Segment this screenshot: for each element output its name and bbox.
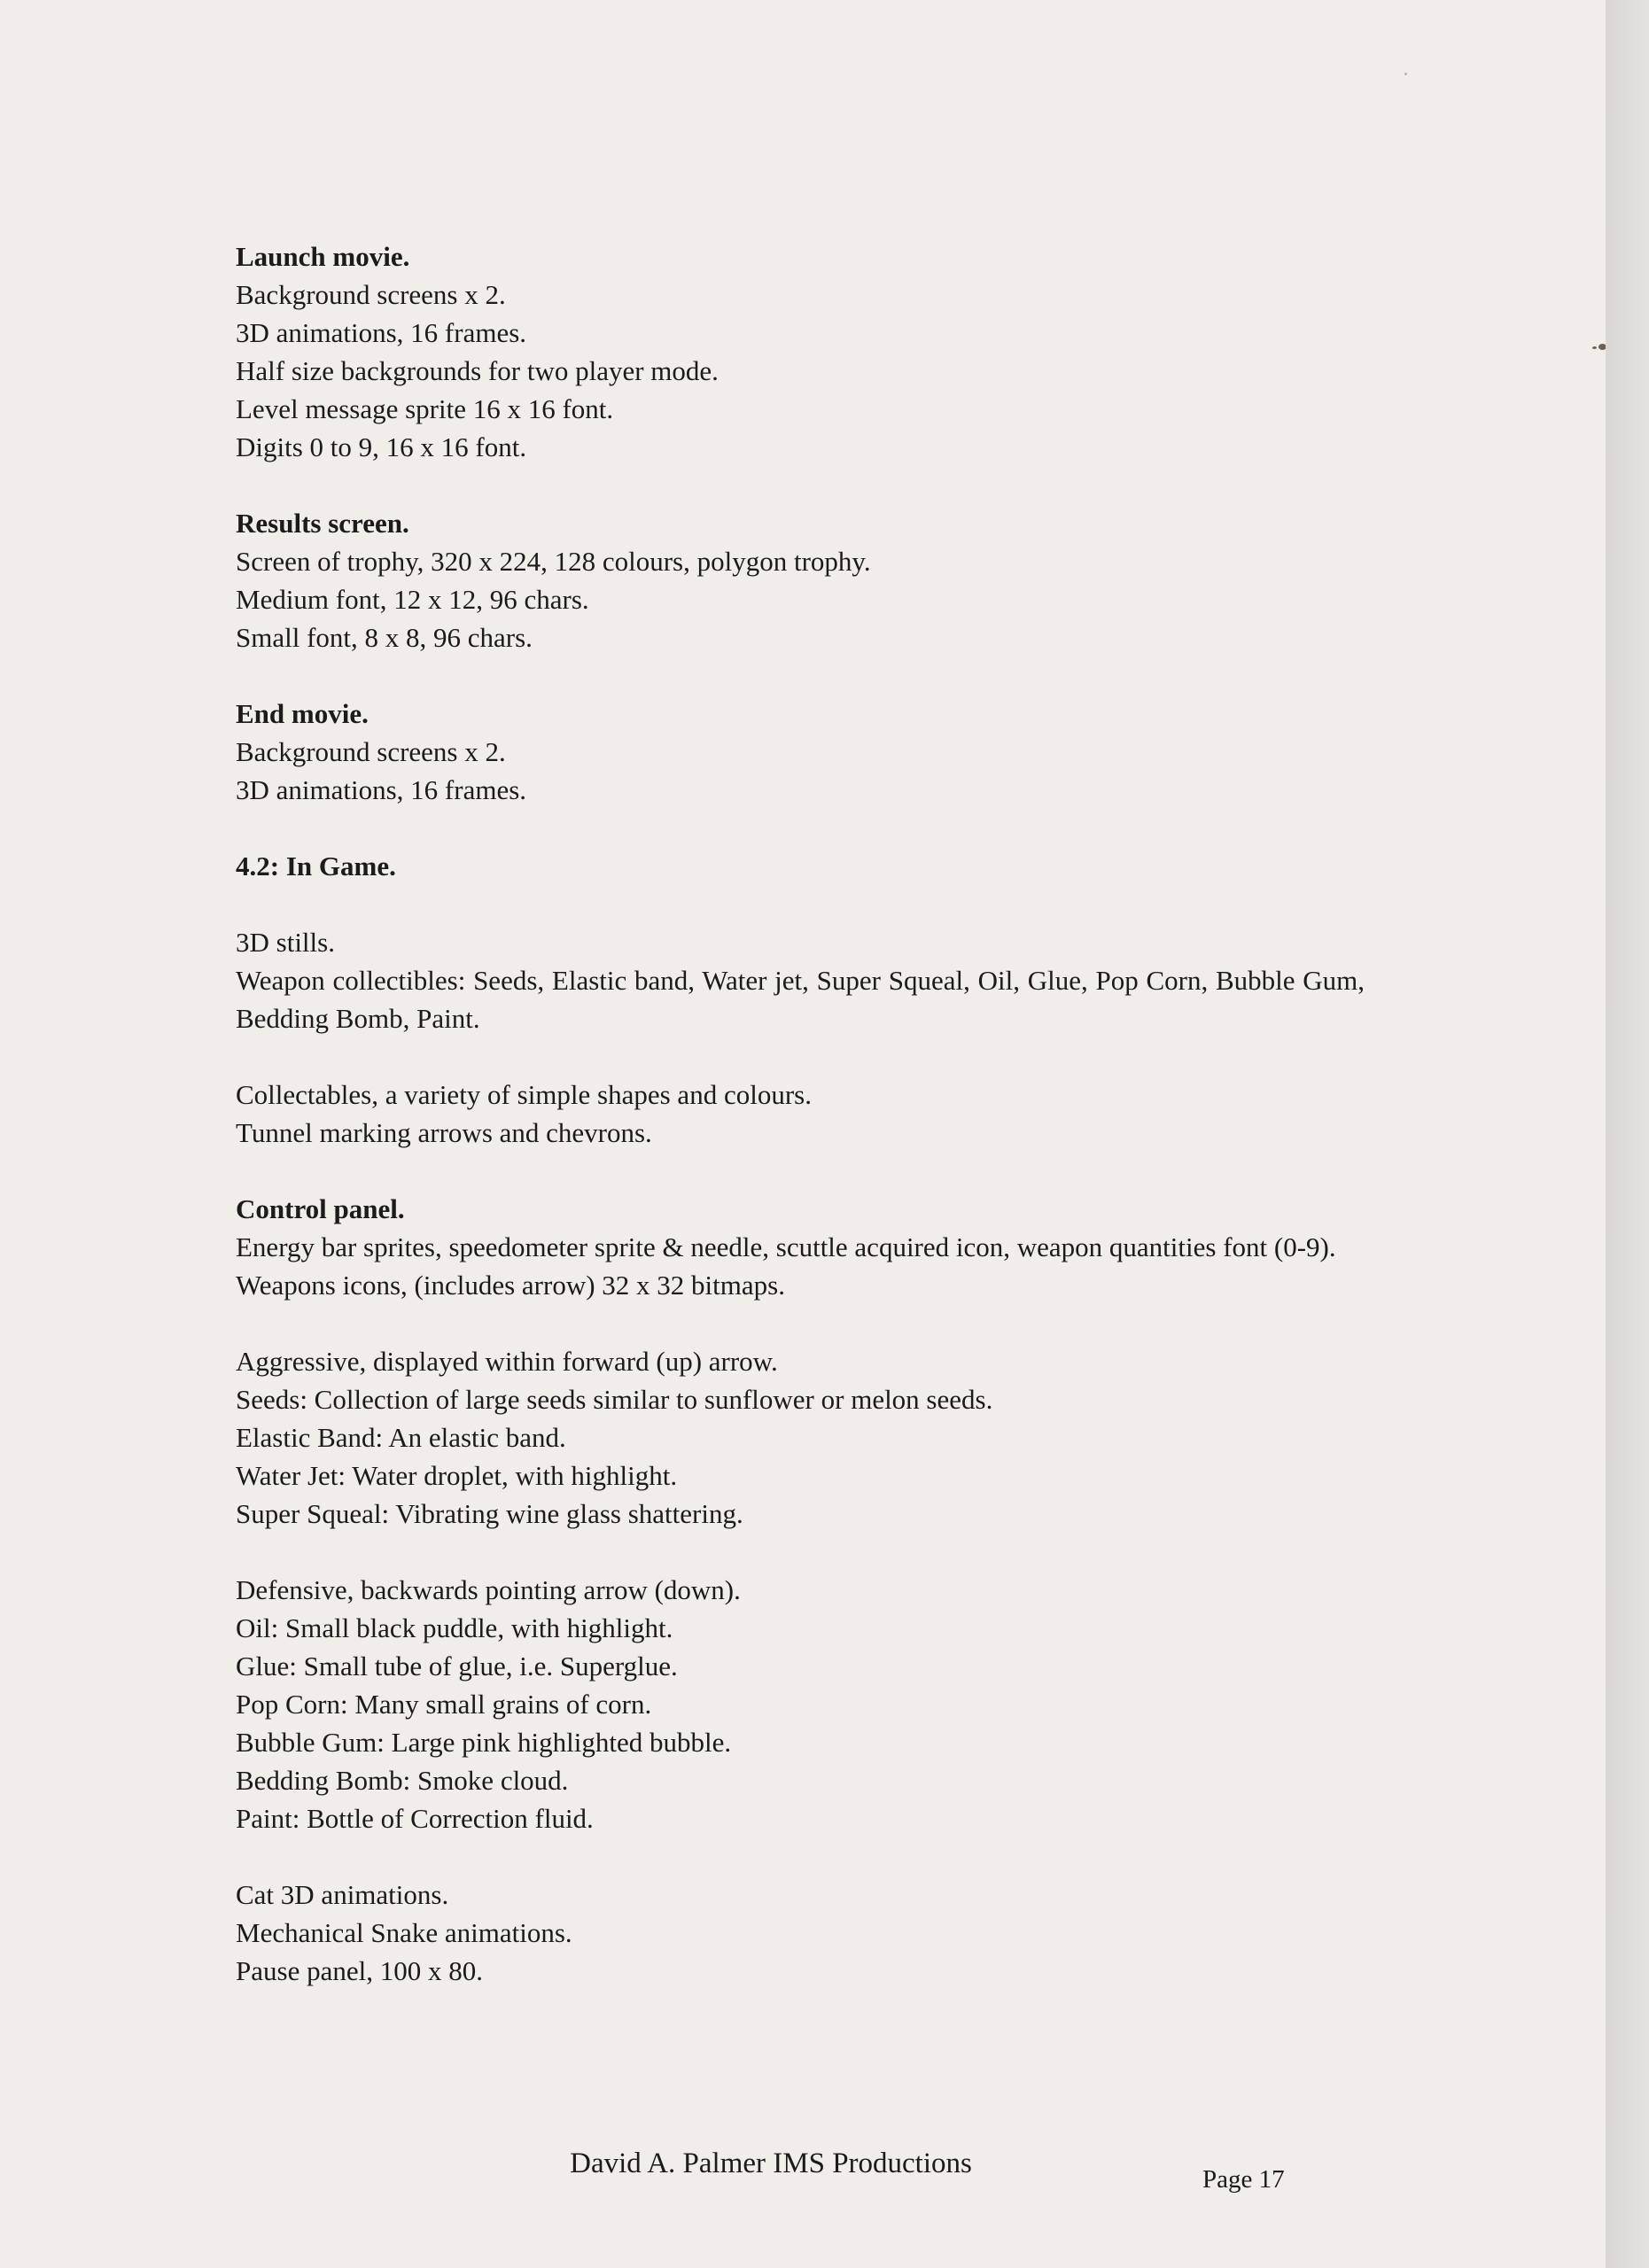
text-line: Mechanical Snake animations. bbox=[236, 1917, 572, 1948]
text-line: Cat 3D animations. bbox=[236, 1879, 449, 1910]
section-in-game bbox=[236, 847, 1365, 885]
footer-author: David A. Palmer IMS Productions bbox=[570, 2148, 972, 2179]
text-line: Defensive, backwards pointing arrow (down). bbox=[236, 1574, 741, 1605]
text-line: 3D stills. bbox=[236, 927, 335, 958]
section-end-movie bbox=[236, 695, 1365, 809]
section-launch-movie bbox=[236, 237, 1365, 466]
text-line: Level message sprite 16 x 16 font. bbox=[236, 393, 614, 424]
text-line: Pause panel, 100 x 80. bbox=[236, 1955, 483, 1986]
weapon-collectibles-paragraph: Weapon collectibles: Seeds, Elastic band, Water jet, Super Squeal, Oil, Glue, Pop Corn, Bubble Gum, Bedding Bomb, Paint. bbox=[236, 965, 1365, 1034]
section-aggressive-weapons bbox=[236, 1342, 1365, 1533]
text-line: Medium font, 12 x 12, 96 chars. bbox=[236, 584, 589, 615]
text-line: Background screens x 2. bbox=[236, 279, 506, 310]
text-line: 3D animations, 16 frames. bbox=[236, 774, 527, 805]
paper-speck-small bbox=[1592, 346, 1597, 349]
section-heading: Control panel. bbox=[236, 1193, 405, 1224]
section-heading: Launch movie. bbox=[236, 241, 410, 272]
text-line: Paint: Bottle of Correction fluid. bbox=[236, 1803, 594, 1834]
section-results-screen bbox=[236, 504, 1365, 656]
paper-speck-tiny bbox=[1404, 73, 1407, 75]
text-line: Background screens x 2. bbox=[236, 736, 506, 767]
text-line: Screen of trophy, 320 x 224, 128 colours, polygon trophy. bbox=[236, 546, 871, 577]
section-heading: 4.2: In Game. bbox=[236, 850, 396, 882]
text-line: Bubble Gum: Large pink highlighted bubble. bbox=[236, 1727, 732, 1758]
text-line: Weapons icons, (includes arrow) 32 x 32 bitmaps. bbox=[236, 1270, 785, 1301]
text-line: Half size backgrounds for two player mode. bbox=[236, 355, 719, 386]
control-panel-paragraph: Energy bar sprites, speedometer sprite & needle, scuttle acquired icon, weapon quantities font (0-9). bbox=[236, 1231, 1336, 1262]
text-line: Bedding Bomb: Smoke cloud. bbox=[236, 1765, 569, 1796]
text-line: Digits 0 to 9, 16 x 16 font. bbox=[236, 431, 527, 462]
section-animations bbox=[236, 1876, 1365, 1990]
scan-edge bbox=[1606, 0, 1649, 2268]
section-heading: End movie. bbox=[236, 698, 369, 729]
text-line: Pop Corn: Many small grains of corn. bbox=[236, 1689, 652, 1720]
text-line: Aggressive, displayed within forward (up) arrow. bbox=[236, 1346, 778, 1377]
text-line: Seeds: Collection of large seeds similar to sunflower or melon seeds. bbox=[236, 1384, 993, 1415]
page-number: Page 17 bbox=[1202, 2165, 1285, 2194]
section-heading: Results screen. bbox=[236, 508, 409, 539]
text-line: Collectables, a variety of simple shapes and colours. bbox=[236, 1079, 812, 1110]
text-line: Tunnel marking arrows and chevrons. bbox=[236, 1117, 652, 1148]
text-line: Elastic Band: An elastic band. bbox=[236, 1422, 566, 1453]
text-line: 3D animations, 16 frames. bbox=[236, 317, 527, 348]
text-line: Glue: Small tube of glue, i.e. Superglue. bbox=[236, 1651, 678, 1682]
section-collectables bbox=[236, 1076, 1365, 1152]
section-control-panel bbox=[236, 1190, 1365, 1304]
text-line: Small font, 8 x 8, 96 chars. bbox=[236, 622, 533, 653]
section-3d-stills bbox=[236, 923, 1365, 1037]
document-body bbox=[236, 237, 1365, 2028]
text-line: Oil: Small black puddle, with highlight. bbox=[236, 1612, 673, 1643]
text-line: Water Jet: Water droplet, with highlight. bbox=[236, 1460, 678, 1491]
text-line: Super Squeal: Vibrating wine glass shattering. bbox=[236, 1498, 743, 1529]
section-defensive-weapons bbox=[236, 1571, 1365, 1837]
